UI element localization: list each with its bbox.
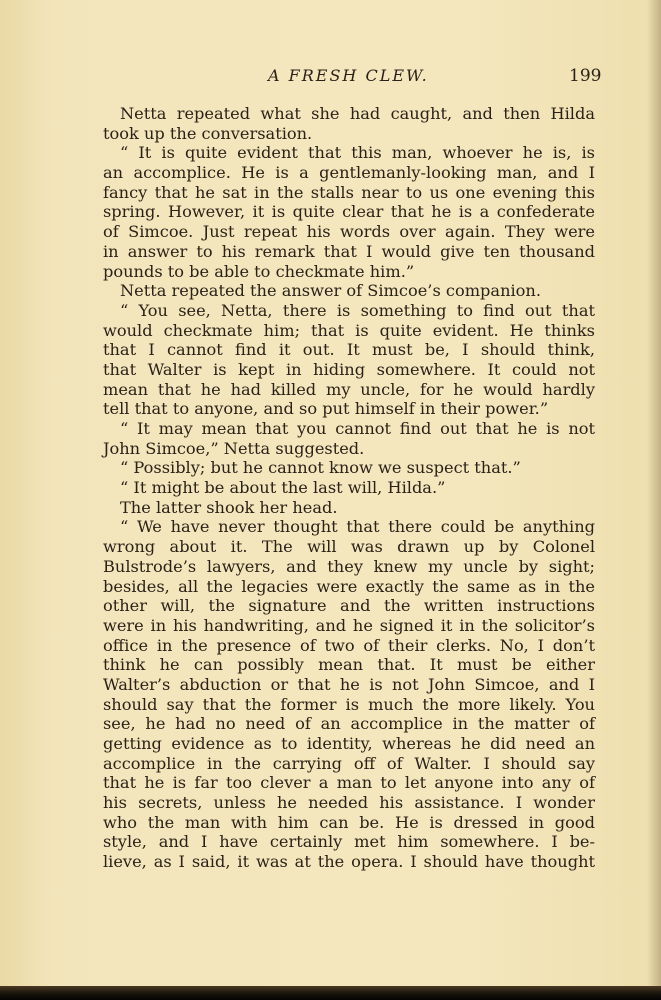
text-line: Walter’s abduction or that he is not John Simcoe, and I: [103, 674, 595, 694]
text-line: spring. However, it is quite clear that he is a confederate: [103, 202, 595, 222]
text-line: The latter shook her head.: [120, 497, 338, 517]
text-line: an accomplice. He is a gentlemanly-looking man, and I: [103, 163, 595, 183]
page-bottom-edge: [0, 986, 661, 1000]
text-line: that Walter is kept in hiding somewhere. It could not: [103, 359, 595, 379]
text-line: of Simcoe. Just repeat his words over again. They were: [103, 222, 595, 242]
text-line: “ It is quite evident that this man, whoever he is, is: [120, 143, 595, 163]
text-line: in answer to his remark that I would give ten thousand: [103, 241, 595, 261]
text-line: mean that he had killed my uncle, for he would hardly: [103, 379, 595, 399]
text-line: getting evidence as to identity, whereas he did need an: [103, 734, 595, 753]
page-gutter-shadow: [647, 0, 661, 1000]
text-line: “ We have never thought that there could be anything: [120, 517, 595, 537]
text-line: John Simcoe,” Netta suggested.: [103, 438, 365, 458]
text-line: besides, all the legacies were exactly the same as in the: [103, 576, 595, 596]
text-line: Netta repeated the answer of Simcoe’s companion.: [120, 281, 541, 301]
text-line: took up the conversation.: [103, 123, 313, 143]
text-line: office in the presence of two of their clerks. No, I don’t: [103, 635, 595, 655]
text-line: accomplice in the carrying off of Walter. I should say: [103, 753, 595, 773]
running-title: A FRESH CLEW.: [268, 66, 429, 85]
text-line: Netta repeated what she had caught, and then Hilda: [120, 104, 595, 123]
page-number: 199: [569, 66, 602, 86]
text-line: style, and I have certainly met him somewhere. I be-: [103, 832, 595, 852]
text-line: think he can possibly mean that. It must be either: [103, 655, 595, 675]
body-text: [103, 104, 595, 872]
text-line: his secrets, unless he needed his assistance. I wonder: [103, 793, 595, 813]
text-line: who the man with him can be. He is dressed in good: [103, 812, 595, 832]
text-line: would checkmate him; that is quite evident. He thinks: [103, 320, 595, 340]
text-line: lieve, as I said, it was at the opera. I should have thought: [103, 852, 595, 872]
text-line: wrong about it. The will was drawn up by Colonel: [103, 537, 595, 557]
page-header: [0, 66, 661, 88]
text-line: that he is far too clever a man to let anyone into any of: [103, 773, 595, 793]
text-line: “ Possibly; but he cannot know we suspect that.”: [120, 458, 521, 478]
text-line: should say that the former is much the more likely. You: [103, 694, 595, 714]
text-line: fancy that he sat in the stalls near to us one evening this: [103, 182, 595, 202]
text-line: “ It may mean that you cannot find out that he is not: [120, 419, 595, 438]
text-line: see, he had no need of an accomplice in the matter of: [103, 714, 595, 734]
text-line: pounds to be able to checkmate him.”: [103, 261, 415, 281]
text-line: were in his handwriting, and he signed it in the solicitor’s: [103, 615, 595, 635]
text-line: tell that to anyone, and so put himself in their power.”: [103, 399, 549, 419]
text-line: “ You see, Netta, there is something to find out that: [120, 300, 595, 320]
text-line: other will, the signature and the written instructions: [103, 596, 595, 616]
text-line: “ It might be about the last will, Hilda.”: [120, 478, 446, 498]
text-line: Bulstrode’s lawyers, and they knew my uncle by sight;: [103, 556, 595, 576]
text-line: that I cannot find it out. It must be, I should think,: [103, 340, 595, 360]
